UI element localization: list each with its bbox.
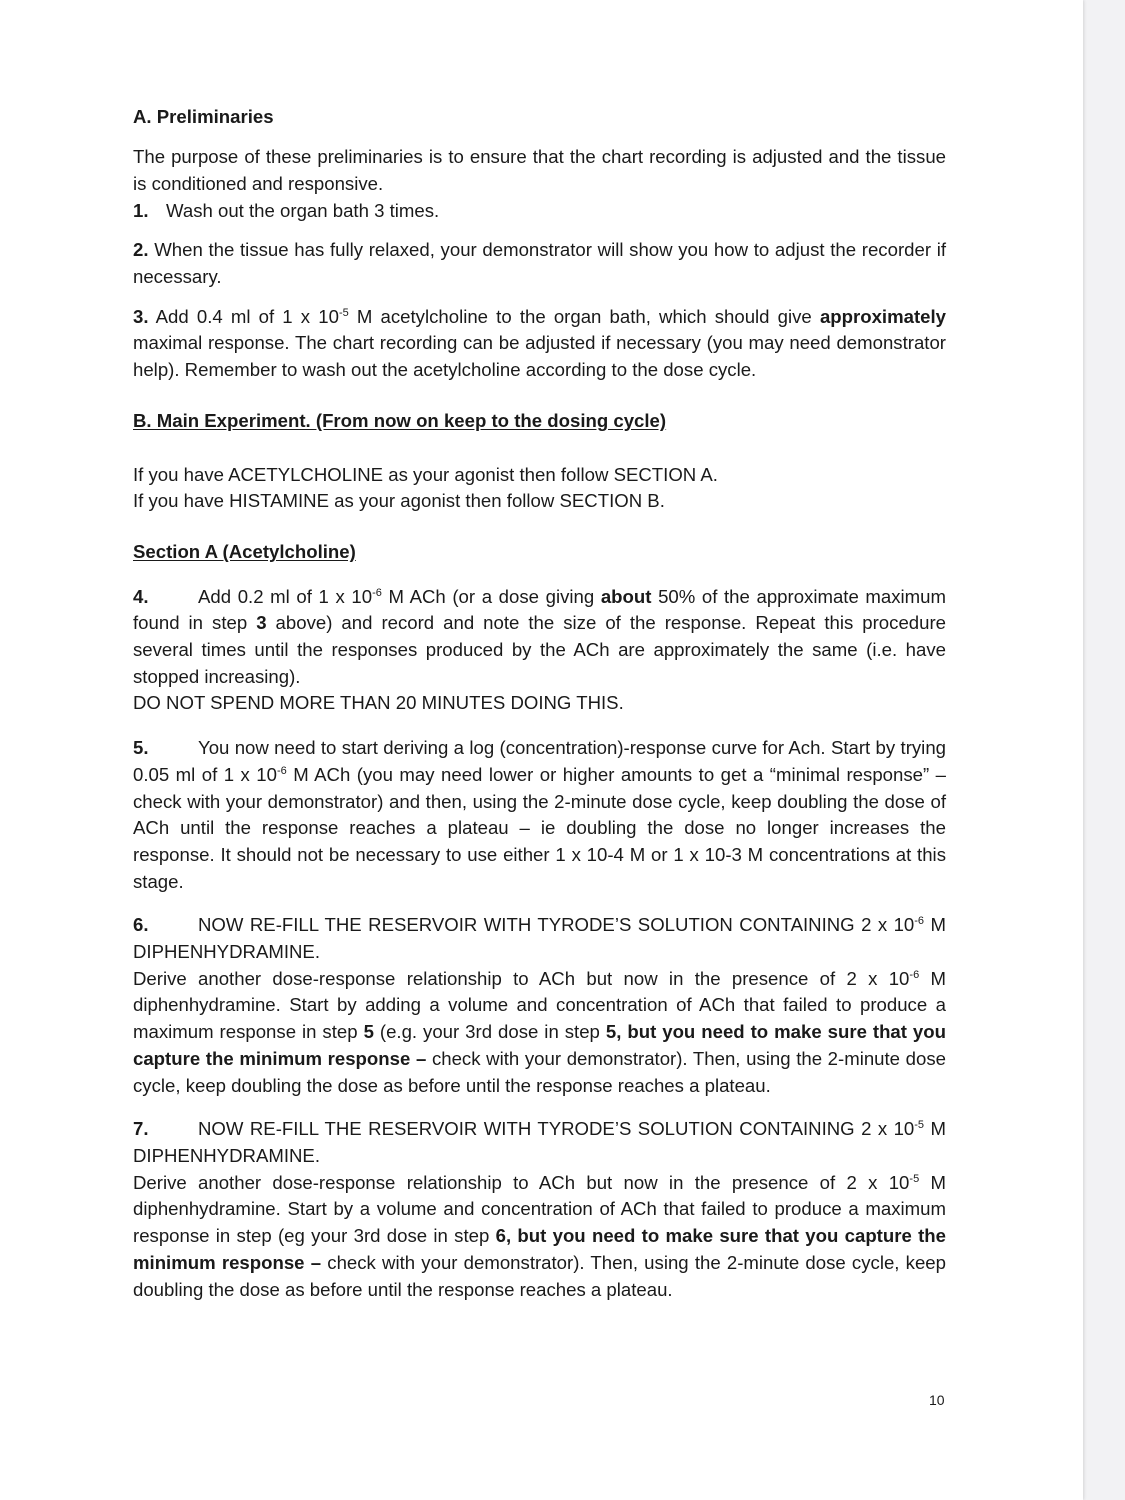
step-7-bold-1: 6, but you need to make sure that you capture the minimum response –	[133, 1225, 946, 1273]
step-7-caps-exponent: -5	[914, 1119, 925, 1132]
step-4-text-3: 50% of the approximate maximum found in step	[133, 585, 947, 634]
step-6-text-1: Derive another dose-response relationship to ACh but now in the presence of 2 x 10	[133, 967, 910, 989]
step-6-caps-1: NOW RE-FILL THE RESERVOIR WITH TYRODE’S SOLUTION CONTAINING 2 x 10	[198, 914, 915, 936]
step-7-text-2: M diphenhydramine. Start by a volume and concentration of ACh that failed to produce a maximum response in step (eg your 3rd dose in step	[133, 1171, 946, 1247]
step-7-body	[133, 1170, 946, 1304]
step-4-bold-2: 3	[256, 612, 267, 634]
step-3-text-1: Add 0.4 ml of 1 x 10	[155, 305, 339, 327]
page-content	[133, 104, 946, 1303]
step-7-exponent: -5	[909, 1172, 920, 1185]
step-3-bold: approximately	[819, 305, 947, 327]
step-6-bold-1: 5	[363, 1021, 374, 1043]
step-4-number: 4.	[133, 585, 149, 607]
step-6-text-3: (e.g. your 3rd dose in step	[379, 1021, 600, 1043]
step-2	[133, 237, 946, 290]
agonist-acetylcholine-line: If you have ACETYLCHOLINE as your agonist then follow SECTION A.	[133, 463, 718, 485]
step-1-text: Wash out the organ bath 3 times.	[166, 199, 440, 221]
agonist-histamine-line: If you have HISTAMINE as your agonist then follow SECTION B.	[133, 490, 665, 512]
page-number: 10	[929, 1392, 945, 1408]
step-3	[133, 304, 946, 384]
intro-paragraph: The purpose of these preliminaries is to ensure that the chart recording is adjusted and the tissue is conditioned and responsive.	[133, 146, 946, 194]
step-7-text-3: check with your demonstrator). Then, using the 2-minute dose cycle, keep doubling the dose as before until the response reaches a plateau.	[133, 1251, 946, 1300]
step-7-caps-1: NOW RE-FILL THE RESERVOIR WITH TYRODE’S SOLUTION CONTAINING 2 x 10	[198, 1118, 915, 1140]
step-7-caps-2: M DIPHENHYDRAMINE.	[133, 1118, 946, 1166]
step-4-exponent: -6	[372, 586, 382, 599]
step-3-number: 3.	[133, 305, 149, 327]
step-1	[133, 198, 946, 225]
step-4-bold-1: about	[600, 585, 652, 607]
step-7-instruction	[133, 1116, 946, 1169]
step-4-text-4: above) and record and note the size of the response. Repeat this procedure several times until the responses produced by the ACh are approximately the same (i.e. have stopped increasing).	[133, 612, 946, 687]
step-6-body	[133, 966, 946, 1100]
step-2-text: When the tissue has fully relaxed, your demonstrator will show you how to adjust the recorder if necessary.	[133, 239, 946, 288]
step-5	[133, 735, 946, 895]
step-1-number: 1.	[133, 199, 149, 221]
step-4-text-1: Add 0.2 ml of 1 x 10	[198, 585, 373, 607]
step-7-number: 7.	[133, 1118, 149, 1140]
step-2-number: 2.	[133, 239, 149, 261]
step-4	[133, 584, 946, 691]
step-6-instruction	[133, 912, 946, 965]
step-3-exponent: -5	[338, 306, 349, 319]
step-5-text-1: You now need to start deriving a log (concentration)-response curve for Ach. Start by trying 0.05 ml of 1 x 10	[133, 737, 946, 785]
step-6-text-4: check with your demonstrator). Then, using the 2-minute dose cycle, keep doubling the dose as before until the response reaches a plateau.	[133, 1047, 946, 1096]
step-6-caps-2: M DIPHENHYDRAMINE.	[133, 914, 946, 963]
heading-section-a: Section A (Acetylcholine)	[133, 540, 356, 562]
step-5-text-2: M ACh (you may need lower or higher amounts to get a “minimal response” – check with your demonstrator) and then, using the 2-minute dose cycle, keep doubling the dose of ACh until the response reaches a plateau – ie doubling the dose no longer increases the response. It should not be necessary to use either 1 x 10-4 M or 1 x 10-3 M concentrations at this stage.	[133, 763, 946, 892]
step-5-exponent: -6	[276, 764, 287, 777]
step-4-text-2: M ACh (or a dose giving	[388, 585, 595, 607]
step-7-text-1: Derive another dose-response relationship to ACh but now in the presence of 2 x 10	[133, 1171, 910, 1193]
step-3-text-3: maximal response. The chart recording can be adjusted if necessary (you may need demonstrator help). Remember to wash out the acetylcholine according to the dose cycle.	[133, 332, 946, 381]
step-6-text-2: M diphenhydramine. Start by adding a volume and concentration of ACh that failed to produce a maximum response in step	[133, 967, 946, 1043]
step-6-caps-exponent: -6	[914, 915, 925, 928]
step-3-text-2: M acetylcholine to the organ bath, which should give	[356, 305, 812, 327]
heading-preliminaries: A. Preliminaries	[133, 106, 274, 127]
step-6-exponent: -6	[909, 968, 920, 981]
step-6-bold-2: 5, but you need to make sure that you capture the minimum response –	[133, 1021, 946, 1069]
step-4-warning: DO NOT SPEND MORE THAN 20 MINUTES DOING THIS.	[133, 692, 624, 714]
step-5-number: 5.	[133, 737, 149, 759]
heading-main-experiment: B. Main Experiment. (From now on keep to the dosing cycle)	[133, 409, 667, 431]
step-6-number: 6.	[133, 914, 149, 936]
